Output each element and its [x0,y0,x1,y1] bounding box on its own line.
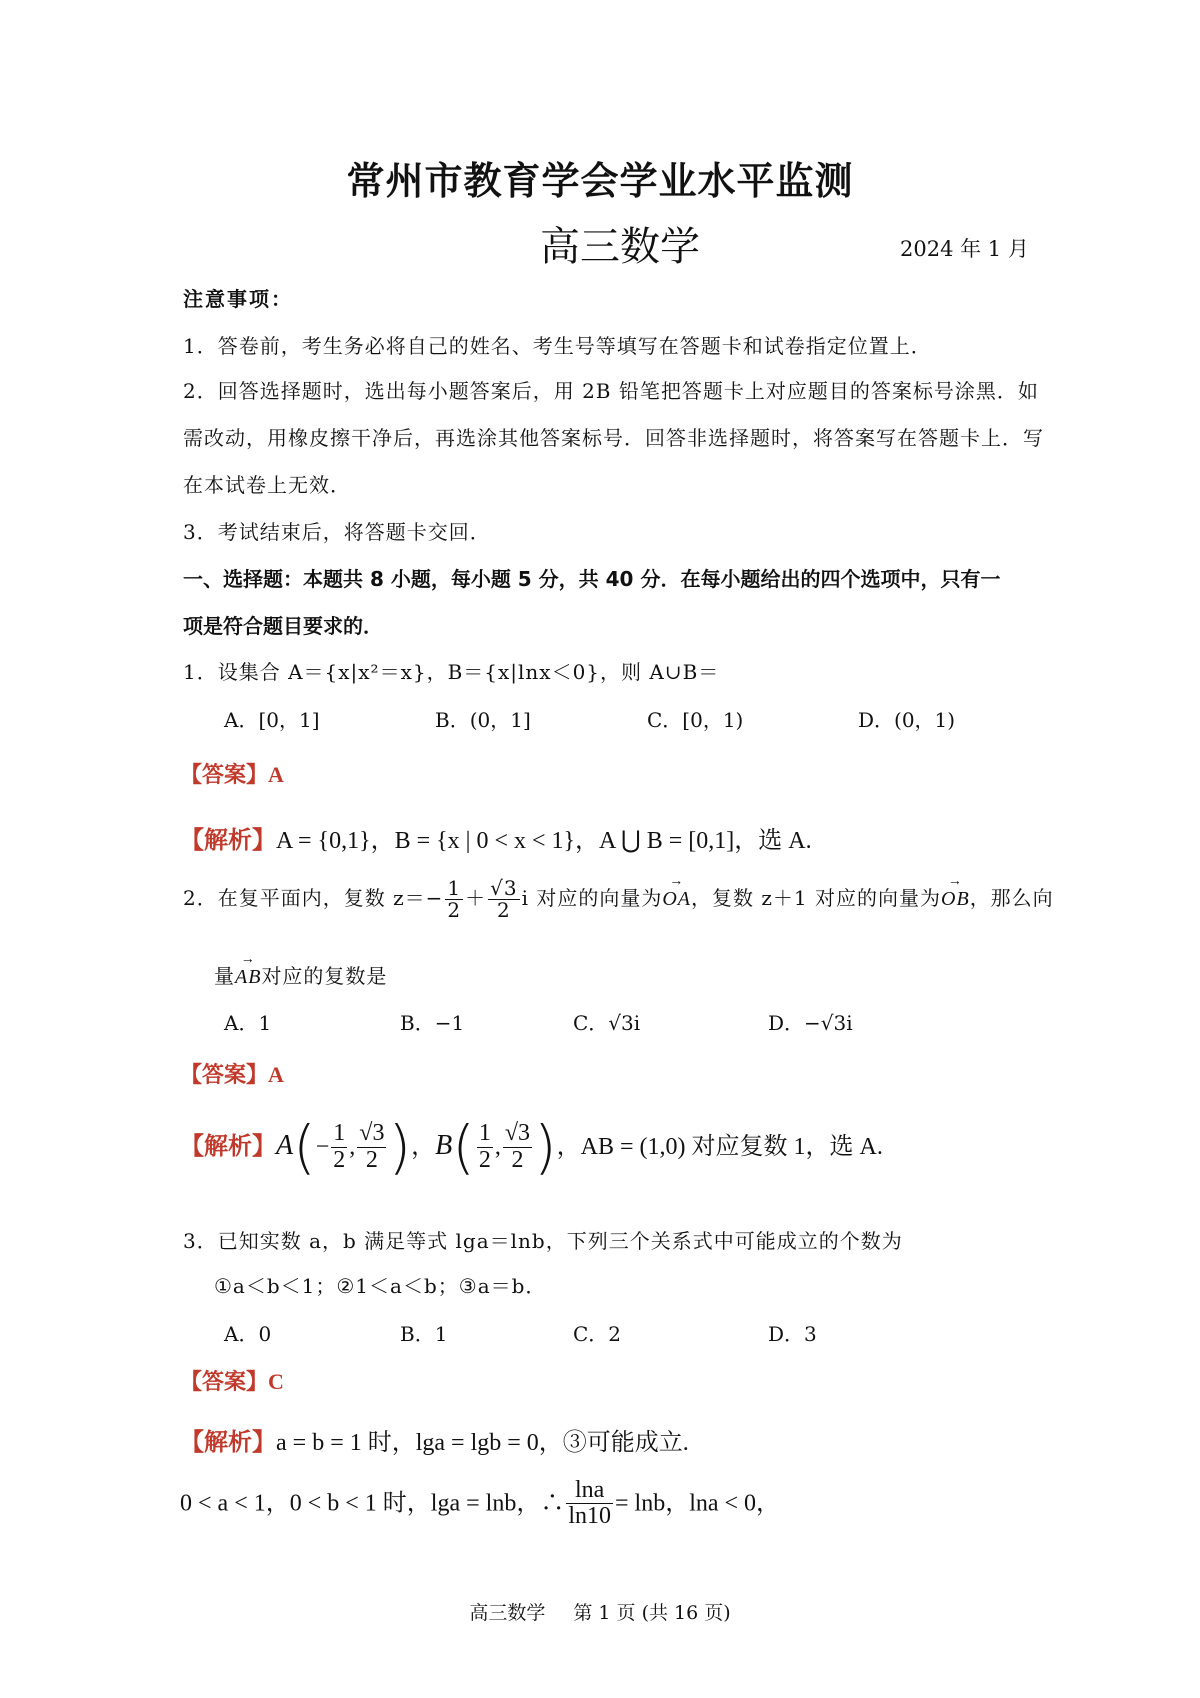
fraction-1 [445,878,463,921]
comma: , [349,1134,356,1160]
exam-date: 2024 年 1 月 [900,237,1029,261]
line2-end: 对应的复数是 [261,964,388,988]
left-paren: ( [452,1113,475,1181]
denominator: 2 [365,1146,378,1173]
comma: , [494,1134,501,1160]
notice-heading: 注意事项： [183,287,293,311]
numerator: 1 [447,876,462,900]
question-3-option-b: B．1 [400,1322,448,1346]
question-2-option-c: C．√3i [573,1011,641,1035]
point-b: B [435,1130,453,1161]
numerator: √3 [359,1120,385,1147]
notice-item-2-line-1: 2．回答选择题时，选出每小题答案后，用 2B 铅笔把答题卡上对应题目的答案标号涂黑．如 [183,379,1039,403]
question-2-answer [180,1058,284,1089]
question-2-stem [183,878,1054,921]
stem-mid-2: ，复数 z＋1 对应的向量为 [691,886,942,910]
question-3-option-c: C．2 [573,1322,622,1346]
notice-item-3: 3．考试结束后，将答题卡交回． [183,520,491,544]
vector-ab: → AB [235,966,261,989]
point-a: A [276,1130,294,1161]
footer-subject: 高三数学 [469,1602,546,1624]
question-1-analysis [180,820,812,855]
numerator: 1 [333,1120,346,1147]
plus-sign: ＋ [465,886,487,910]
numerator: 1 [478,1120,491,1147]
answer-value: A [268,1062,284,1087]
fraction-ay [357,1121,386,1172]
section-heading-line-1: 一、选择题：本题共 8 小题，每小题 5 分，共 40 分．在每小题给出的四个选项中，只有一 [183,567,1001,591]
numerator: √3 [490,876,518,900]
right-paren: ) [534,1113,557,1181]
denominator: ln10 [568,1503,611,1530]
denominator: 2 [478,1146,491,1173]
footer-page-number: 第 1 页 (共 16 页) [573,1602,731,1624]
analysis-text: A = {0,1}，B = {x | 0 < x < 1}，A ⋃ B = [0,1]，选 A. [276,828,812,854]
analysis-suffix: = lnb，lna < 0， [615,1490,781,1517]
notice-item-2-line-3: 在本试卷上无效． [183,473,351,497]
line2-prefix: 量 [214,964,235,988]
fraction-ln [566,1478,613,1529]
exam-subtitle: 高三数学 [540,224,700,270]
analysis-label: 【解析】 [180,1132,276,1160]
denominator: 2 [447,898,462,922]
exam-title: 常州市教育学会学业水平监测 [346,159,854,203]
question-1-stem: 1．设集合 A＝{x|x²＝x}，B＝{x|lnx＜0}，则 A∪B＝ [183,660,720,684]
question-1-option-b: B．(0，1] [435,708,531,732]
question-3-stem: 3．已知实数 a，b 满足等式 lga＝lnb，下列三个关系式中可能成立的个数为 [183,1229,903,1253]
question-2-analysis [180,1113,883,1181]
denominator: 2 [333,1146,346,1173]
right-paren: ) [388,1113,412,1181]
fraction-bx [477,1121,493,1172]
left-paren: ( [293,1113,316,1181]
question-3-conditions: ①a＜b＜1；②1＜a＜b；③a＝b． [214,1274,547,1298]
minus-sign: − [315,1134,330,1160]
question-1-option-a: A．[0，1] [224,708,320,732]
question-3-option-d: D．3 [768,1322,817,1346]
question-2-stem-line-2 [214,960,387,989]
question-2-option-b: B．−1 [400,1011,465,1035]
analysis-text: a = b = 1 时，lga = lgb = 0，③可能成立. [276,1430,689,1456]
stem-mid: i 对应的向量为 [521,886,663,910]
section-heading-line-2: 项是符合题目要求的． [183,614,383,638]
fraction-ax [331,1121,347,1172]
stem-end: ，那么向 [969,886,1054,910]
stem-prefix: 2．在复平面内，复数 z＝− [183,886,444,910]
separator: ， [411,1132,436,1160]
question-2-option-d: D．−√3i [768,1011,853,1035]
answer-value: C [268,1369,284,1394]
analysis-label: 【解析】 [180,826,276,854]
denominator: 2 [511,1146,524,1173]
answer-value: A [268,762,284,787]
numerator: lna [566,1478,613,1504]
question-3-answer [180,1365,284,1396]
analysis-tail: ，AB = (1,0) 对应复数 1，选 A. [556,1134,883,1160]
question-2-option-a: A．1 [224,1011,272,1035]
numerator: √3 [504,1120,531,1147]
notice-item-1: 1．答卷前，考生务必将自己的姓名、考生号等填写在答题卡和试卷指定位置上． [183,334,932,358]
question-1-option-c: C．[0，1) [647,708,744,732]
question-3-analysis-2 [180,1478,780,1529]
answer-label: 【答案】 [180,763,269,788]
answer-label: 【答案】 [180,1063,269,1088]
question-1-answer [180,758,284,789]
notice-item-2-line-2: 需改动，用橡皮擦干净后，再选涂其他答案标号．回答非选择题时，将答案写在答题卡上．写 [183,426,1044,450]
vector-ob: → OB [941,888,970,911]
answer-label: 【答案】 [180,1370,269,1395]
fraction-2 [488,878,519,921]
question-1-option-d: D．(0，1) [858,708,956,732]
analysis-label: 【解析】 [180,1428,276,1456]
question-3-option-a: A．0 [224,1322,272,1346]
fraction-by [503,1121,532,1172]
page-footer [0,1598,1200,1625]
question-3-analysis-1 [180,1422,689,1457]
analysis-prefix: 0 < a < 1，0 < b < 1 时，lga = lnb，∴ [180,1490,565,1517]
vector-oa: → OA [662,888,691,911]
denominator: 2 [496,898,511,922]
